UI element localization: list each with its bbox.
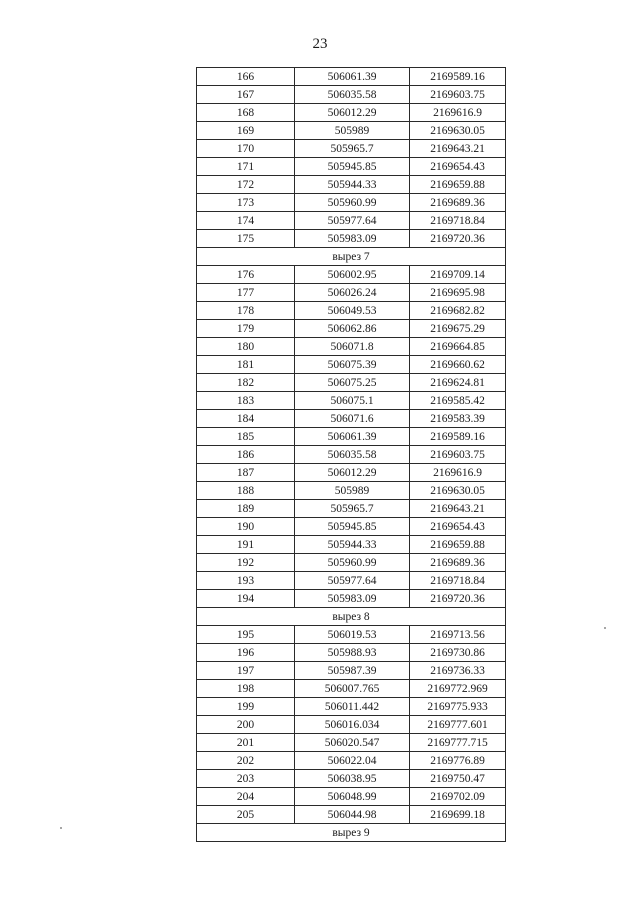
coordinates-table-body: [197, 68, 506, 842]
table-row: [197, 572, 506, 590]
x-coordinate-cell: 506019.53: [295, 626, 410, 644]
scan-speck: [604, 627, 606, 629]
table-row: [197, 428, 506, 446]
table-row: [197, 680, 506, 698]
table-row: [197, 104, 506, 122]
x-coordinate-cell: 506075.39: [295, 356, 410, 374]
point-number-cell: 189: [197, 500, 295, 518]
x-coordinate-cell: 505983.09: [295, 230, 410, 248]
x-coordinate-cell: 506035.58: [295, 446, 410, 464]
x-coordinate-cell: 505944.33: [295, 536, 410, 554]
x-coordinate-cell: 506048.99: [295, 788, 410, 806]
y-coordinate-cell: 2169624.81: [410, 374, 506, 392]
x-coordinate-cell: 506062.86: [295, 320, 410, 338]
point-number-cell: 172: [197, 176, 295, 194]
x-coordinate-cell: 505983.09: [295, 590, 410, 608]
point-number-cell: 179: [197, 320, 295, 338]
table-row: [197, 212, 506, 230]
point-number-cell: 191: [197, 536, 295, 554]
y-coordinate-cell: 2169695.98: [410, 284, 506, 302]
y-coordinate-cell: 2169660.62: [410, 356, 506, 374]
x-coordinate-cell: 506044.98: [295, 806, 410, 824]
point-number-cell: 186: [197, 446, 295, 464]
page-number: 23: [312, 36, 328, 52]
point-number-cell: 200: [197, 716, 295, 734]
x-coordinate-cell: 505977.64: [295, 212, 410, 230]
y-coordinate-cell: 2169718.84: [410, 572, 506, 590]
point-number-cell: 168: [197, 104, 295, 122]
table-row: [197, 644, 506, 662]
y-coordinate-cell: 2169654.43: [410, 158, 506, 176]
point-number-cell: 201: [197, 734, 295, 752]
x-coordinate-cell: 505987.39: [295, 662, 410, 680]
table-row: [197, 140, 506, 158]
y-coordinate-cell: 2169777.601: [410, 716, 506, 734]
x-coordinate-cell: 506020.547: [295, 734, 410, 752]
table-row: [197, 230, 506, 248]
table-row: [197, 266, 506, 284]
point-number-cell: 204: [197, 788, 295, 806]
table-row: [197, 518, 506, 536]
x-coordinate-cell: 505988.93: [295, 644, 410, 662]
point-number-cell: 169: [197, 122, 295, 140]
y-coordinate-cell: 2169720.36: [410, 590, 506, 608]
section-label: вырез 7: [197, 248, 506, 266]
point-number-cell: 192: [197, 554, 295, 572]
coordinates-table: [196, 67, 506, 842]
y-coordinate-cell: 2169659.88: [410, 536, 506, 554]
point-number-cell: 174: [197, 212, 295, 230]
table-row: [197, 122, 506, 140]
point-number-cell: 198: [197, 680, 295, 698]
x-coordinate-cell: 505945.85: [295, 158, 410, 176]
table-row: [197, 626, 506, 644]
point-number-cell: 197: [197, 662, 295, 680]
table-row: [197, 284, 506, 302]
y-coordinate-cell: 2169583.39: [410, 410, 506, 428]
table-row: [197, 698, 506, 716]
y-coordinate-cell: 2169689.36: [410, 554, 506, 572]
y-coordinate-cell: 2169720.36: [410, 230, 506, 248]
table-row: [197, 716, 506, 734]
point-number-cell: 180: [197, 338, 295, 356]
y-coordinate-cell: 2169630.05: [410, 122, 506, 140]
point-number-cell: 166: [197, 68, 295, 86]
y-coordinate-cell: 2169643.21: [410, 500, 506, 518]
point-number-cell: 173: [197, 194, 295, 212]
x-coordinate-cell: 505989: [295, 482, 410, 500]
scan-speck: [60, 827, 62, 829]
x-coordinate-cell: 506061.39: [295, 428, 410, 446]
table-row: [197, 752, 506, 770]
y-coordinate-cell: 2169603.75: [410, 86, 506, 104]
x-coordinate-cell: 506022.04: [295, 752, 410, 770]
x-coordinate-cell: 506011.442: [295, 698, 410, 716]
point-number-cell: 184: [197, 410, 295, 428]
y-coordinate-cell: 2169589.16: [410, 428, 506, 446]
x-coordinate-cell: 506038.95: [295, 770, 410, 788]
table-row: [197, 320, 506, 338]
table-row: [197, 446, 506, 464]
x-coordinate-cell: 506026.24: [295, 284, 410, 302]
x-coordinate-cell: 506071.6: [295, 410, 410, 428]
y-coordinate-cell: 2169736.33: [410, 662, 506, 680]
point-number-cell: 183: [197, 392, 295, 410]
y-coordinate-cell: 2169589.16: [410, 68, 506, 86]
table-row: [197, 410, 506, 428]
point-number-cell: 187: [197, 464, 295, 482]
point-number-cell: 170: [197, 140, 295, 158]
x-coordinate-cell: 505944.33: [295, 176, 410, 194]
x-coordinate-cell: 506061.39: [295, 68, 410, 86]
section-row: [197, 608, 506, 626]
y-coordinate-cell: 2169616.9: [410, 104, 506, 122]
section-label: вырез 8: [197, 608, 506, 626]
y-coordinate-cell: 2169772.969: [410, 680, 506, 698]
x-coordinate-cell: 506075.25: [295, 374, 410, 392]
point-number-cell: 193: [197, 572, 295, 590]
y-coordinate-cell: 2169654.43: [410, 518, 506, 536]
x-coordinate-cell: 506012.29: [295, 464, 410, 482]
point-number-cell: 176: [197, 266, 295, 284]
y-coordinate-cell: 2169777.715: [410, 734, 506, 752]
x-coordinate-cell: 506071.8: [295, 338, 410, 356]
table-row: [197, 662, 506, 680]
point-number-cell: 190: [197, 518, 295, 536]
y-coordinate-cell: 2169750.47: [410, 770, 506, 788]
x-coordinate-cell: 505945.85: [295, 518, 410, 536]
x-coordinate-cell: 505960.99: [295, 194, 410, 212]
x-coordinate-cell: 506007.765: [295, 680, 410, 698]
table-row: [197, 770, 506, 788]
table-row: [197, 176, 506, 194]
table-row: [197, 338, 506, 356]
section-label: вырез 9: [197, 824, 506, 842]
point-number-cell: 194: [197, 590, 295, 608]
x-coordinate-cell: 506002.95: [295, 266, 410, 284]
table-row: [197, 86, 506, 104]
table-row: [197, 302, 506, 320]
y-coordinate-cell: 2169603.75: [410, 446, 506, 464]
point-number-cell: 185: [197, 428, 295, 446]
table-row: [197, 788, 506, 806]
y-coordinate-cell: 2169713.56: [410, 626, 506, 644]
table-row: [197, 194, 506, 212]
x-coordinate-cell: 506075.1: [295, 392, 410, 410]
point-number-cell: 171: [197, 158, 295, 176]
y-coordinate-cell: 2169730.86: [410, 644, 506, 662]
x-coordinate-cell: 505965.7: [295, 140, 410, 158]
point-number-cell: 181: [197, 356, 295, 374]
y-coordinate-cell: 2169643.21: [410, 140, 506, 158]
table-row: [197, 500, 506, 518]
y-coordinate-cell: 2169630.05: [410, 482, 506, 500]
table-row: [197, 356, 506, 374]
point-number-cell: 203: [197, 770, 295, 788]
table-row: [197, 374, 506, 392]
table-row: [197, 392, 506, 410]
y-coordinate-cell: 2169659.88: [410, 176, 506, 194]
point-number-cell: 177: [197, 284, 295, 302]
point-number-cell: 175: [197, 230, 295, 248]
point-number-cell: 182: [197, 374, 295, 392]
y-coordinate-cell: 2169682.82: [410, 302, 506, 320]
table-row: [197, 68, 506, 86]
table-row: [197, 536, 506, 554]
y-coordinate-cell: 2169718.84: [410, 212, 506, 230]
table-row: [197, 734, 506, 752]
point-number-cell: 195: [197, 626, 295, 644]
point-number-cell: 202: [197, 752, 295, 770]
y-coordinate-cell: 2169709.14: [410, 266, 506, 284]
x-coordinate-cell: 505960.99: [295, 554, 410, 572]
table-row: [197, 806, 506, 824]
y-coordinate-cell: 2169699.18: [410, 806, 506, 824]
table-row: [197, 158, 506, 176]
y-coordinate-cell: 2169702.09: [410, 788, 506, 806]
y-coordinate-cell: 2169616.9: [410, 464, 506, 482]
y-coordinate-cell: 2169664.85: [410, 338, 506, 356]
y-coordinate-cell: 2169585.42: [410, 392, 506, 410]
section-row: [197, 824, 506, 842]
section-row: [197, 248, 506, 266]
table-row: [197, 590, 506, 608]
point-number-cell: 196: [197, 644, 295, 662]
y-coordinate-cell: 2169775.933: [410, 698, 506, 716]
x-coordinate-cell: 505965.7: [295, 500, 410, 518]
x-coordinate-cell: 505977.64: [295, 572, 410, 590]
y-coordinate-cell: 2169776.89: [410, 752, 506, 770]
y-coordinate-cell: 2169675.29: [410, 320, 506, 338]
x-coordinate-cell: 506049.53: [295, 302, 410, 320]
table-row: [197, 464, 506, 482]
x-coordinate-cell: 506012.29: [295, 104, 410, 122]
point-number-cell: 167: [197, 86, 295, 104]
x-coordinate-cell: 505989: [295, 122, 410, 140]
point-number-cell: 188: [197, 482, 295, 500]
table-row: [197, 554, 506, 572]
x-coordinate-cell: 506016.034: [295, 716, 410, 734]
point-number-cell: 199: [197, 698, 295, 716]
table-row: [197, 482, 506, 500]
point-number-cell: 205: [197, 806, 295, 824]
y-coordinate-cell: 2169689.36: [410, 194, 506, 212]
point-number-cell: 178: [197, 302, 295, 320]
x-coordinate-cell: 506035.58: [295, 86, 410, 104]
